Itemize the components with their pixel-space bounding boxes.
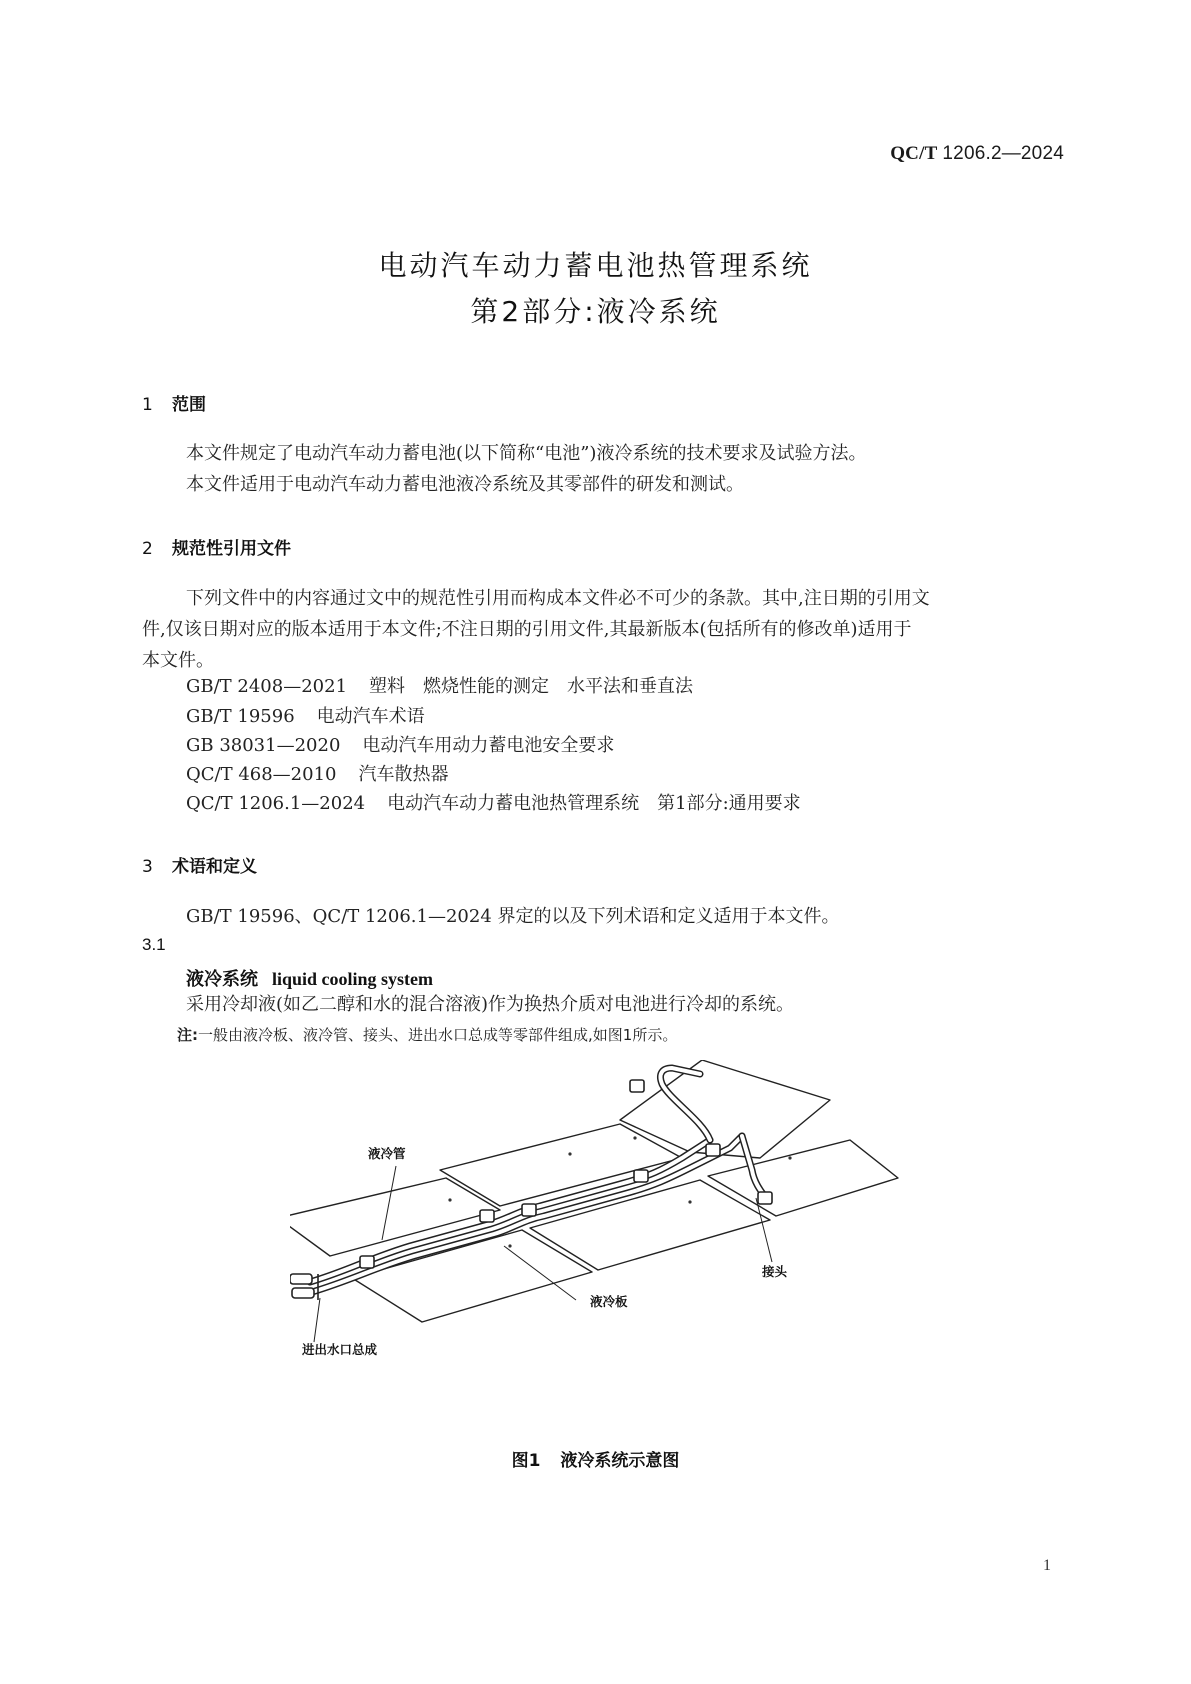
term-number: 3.1 [142, 935, 166, 954]
reference-code: GB/T 19596 [186, 706, 295, 727]
connector [522, 1204, 536, 1216]
figure-caption [0, 1446, 1191, 1471]
intro-line: 本文件。 [142, 650, 214, 671]
label-connector: 接头 [762, 1264, 788, 1279]
term-english: liquid cooling system [272, 969, 434, 989]
section-title: 术语和定义 [172, 857, 257, 877]
label-inlet-outlet: 进出水口总成 [302, 1342, 378, 1357]
reference-item [186, 788, 801, 819]
document-title: 电动汽车动力蓄电池热管理系统 [378, 249, 813, 282]
cooling-plate [440, 1124, 682, 1206]
section-number: 3 [142, 857, 153, 877]
terms-intro: GB/T 19596、QC/T 1206.1—2024 界定的以及下列术语和定义适用于本文件。 [186, 906, 840, 927]
connector [758, 1192, 772, 1204]
scope-paragraph-1: 本文件规定了电动汽车动力蓄电池(以下简称“电池”)液冷系统的技术要求及试验方法。 [186, 443, 867, 464]
standard-number [890, 143, 1064, 165]
intro-line: 下列文件中的内容通过文中的规范性引用而构成本文件必不可少的条款。其中,注日期的引用文 [186, 588, 930, 609]
reference-title: 电动汽车术语 [316, 706, 425, 727]
reference-code: QC/T 1206.1—2024 [186, 793, 366, 814]
standard-prefix: QC/T [890, 143, 938, 164]
reference-item [186, 759, 449, 790]
section-1-heading [142, 390, 206, 415]
section-2-heading [142, 534, 291, 559]
reference-item [186, 730, 614, 761]
reference-code: QC/T 468—2010 [186, 764, 337, 785]
section-3-heading [142, 852, 257, 877]
reference-title: 电动汽车用动力蓄电池安全要求 [362, 735, 615, 756]
connector [706, 1144, 720, 1156]
reference-title: 汽车散热器 [358, 764, 449, 785]
term-chinese: 液冷系统 [186, 969, 258, 990]
intro-line: 件,仅该日期对应的版本适用于本文件;不注日期的引用文件,其最新版本(包括所有的修改单)适用于 [142, 619, 912, 640]
reference-item [186, 701, 425, 732]
reference-title: 塑料 燃烧性能的测定 水平法和垂直法 [369, 676, 694, 697]
label-cooling-tube: 液冷管 [368, 1146, 406, 1161]
standard-code: 1206.2—2024 [942, 143, 1064, 164]
liquid-cooling-system-figure [290, 1060, 910, 1420]
scope-paragraph-2: 本文件适用于电动汽车动力蓄电池液冷系统及其零部件的研发和测试。 [186, 474, 744, 495]
figure-number: 图1 [511, 1451, 541, 1471]
connector [360, 1256, 374, 1268]
page-number: 1 [1043, 1557, 1051, 1574]
reference-title: 电动汽车动力蓄电池热管理系统 第1部分:通用要求 [387, 793, 801, 814]
note-text: 一般由液冷板、液冷管、接头、进出水口总成等零部件组成,如图1所示。 [198, 1026, 678, 1044]
section-title: 范围 [172, 395, 206, 415]
document-subtitle: 第2部分:液冷系统 [470, 295, 721, 328]
section-title: 规范性引用文件 [172, 539, 291, 559]
figure-title: 液冷系统示意图 [560, 1451, 680, 1471]
note-label: 注: [177, 1026, 198, 1044]
term-definition: 采用冷却液(如乙二醇和水的混合溶液)作为换热介质对电池进行冷却的系统。 [186, 994, 795, 1015]
label-cooling-plate: 液冷板 [590, 1294, 628, 1309]
term-note [177, 1024, 677, 1045]
reference-item [186, 671, 693, 702]
connector [630, 1080, 644, 1092]
inlet-outlet-assembly [290, 1274, 312, 1284]
section-number: 2 [142, 539, 153, 559]
term-entry [186, 965, 433, 991]
reference-code: GB 38031—2020 [186, 735, 341, 756]
normative-intro [142, 583, 1068, 676]
connector [480, 1210, 494, 1222]
section-number: 1 [142, 395, 153, 415]
connector [634, 1170, 648, 1182]
reference-code: GB/T 2408—2021 [186, 676, 348, 697]
